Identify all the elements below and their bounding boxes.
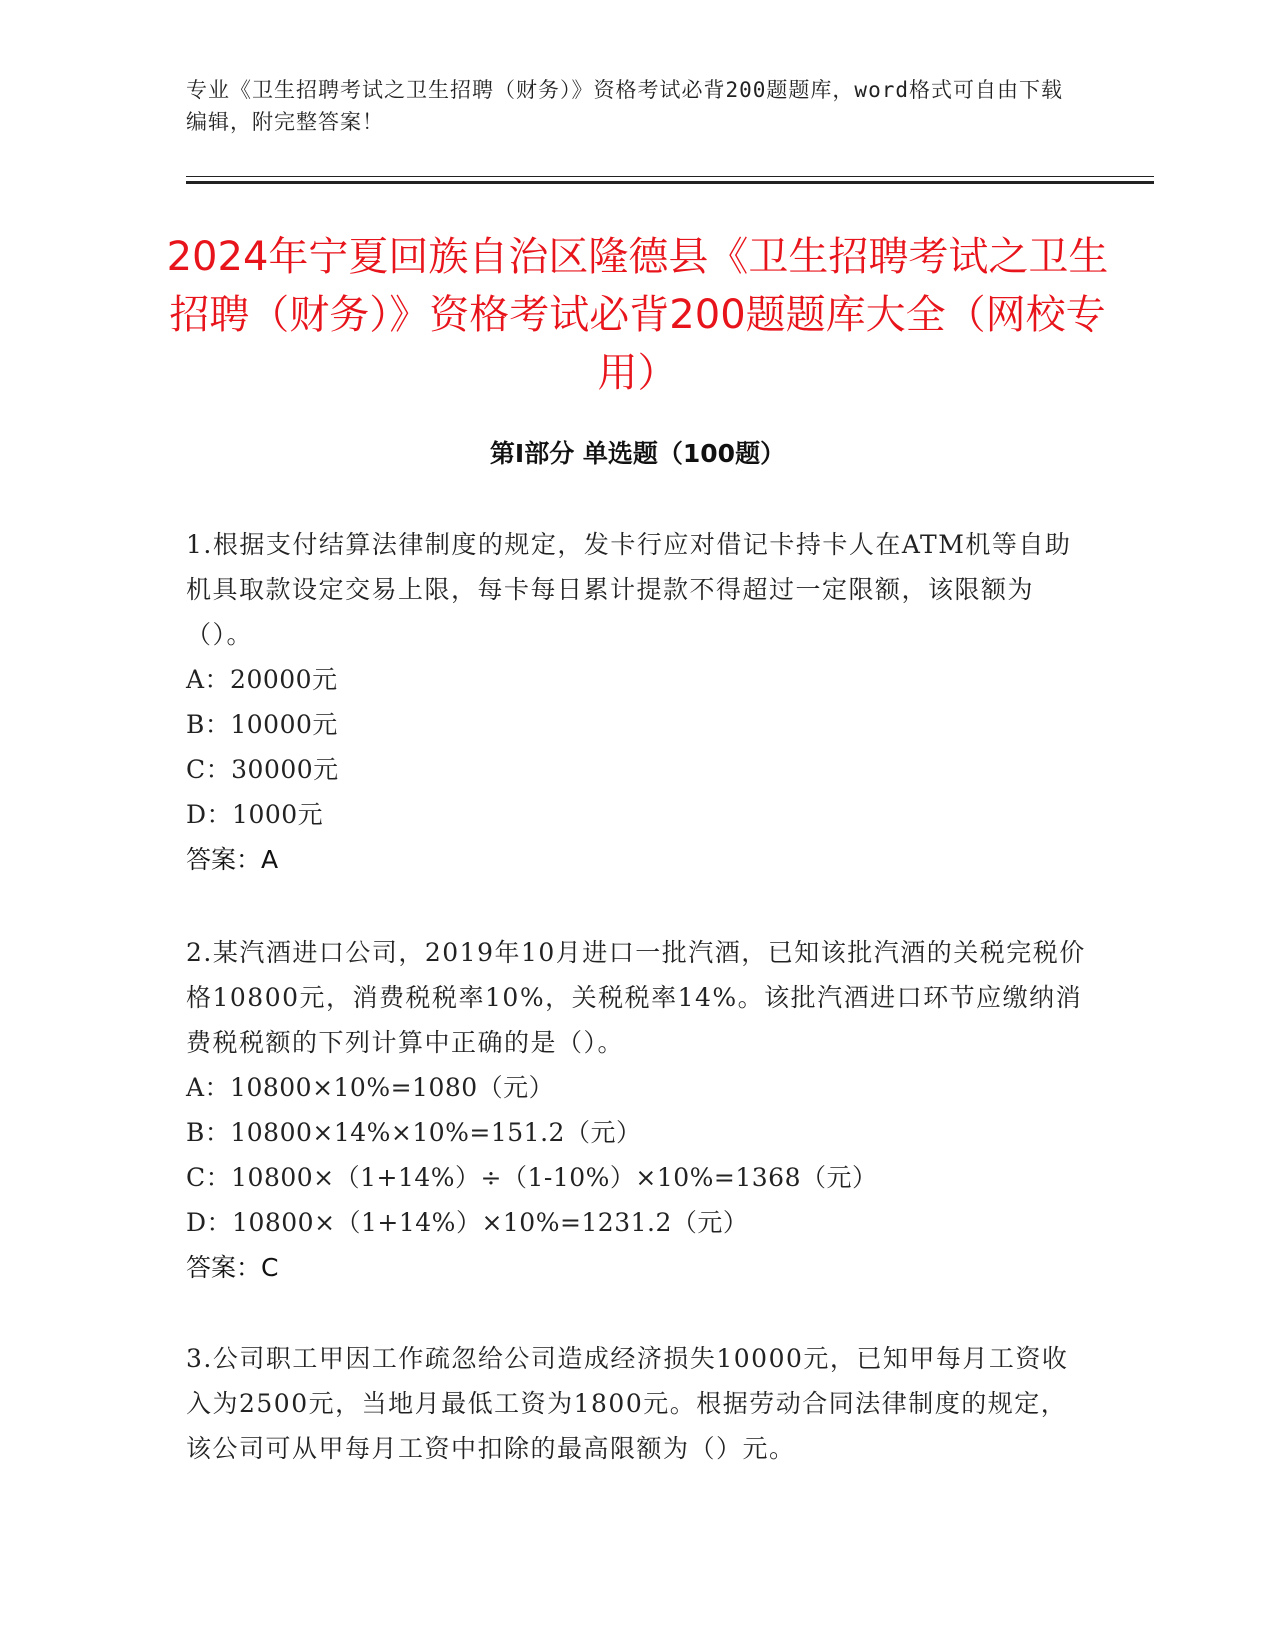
question-2 [186, 930, 1086, 1290]
option-a: A：20000元 [186, 665, 338, 694]
question-stem: 1.根据支付结算法律制度的规定，发卡行应对借记卡持卡人在ATM机等自助机具取款设定交易上限，每卡每日累计提款不得超过一定限额，该限额为（）。 [186, 530, 1072, 649]
option-b: B：10800×14%×10%=151.2（元） [186, 1118, 642, 1147]
option-d: D：1000元 [186, 800, 324, 829]
option-a: A：10800×10%=1080（元） [186, 1073, 555, 1102]
option-c: C：30000元 [186, 755, 339, 784]
answer: 答案：C [186, 1253, 279, 1282]
option-b: B：10000元 [186, 710, 338, 739]
question-stem: 3.公司职工甲因工作疏忽给公司造成经济损失10000元，已知甲每月工资收入为2500元，当地月最低工资为1800元。根据劳动合同法律制度的规定，该公司可从甲每月工资中扣除的最高限额为（）元。 [186, 1344, 1069, 1463]
question-stem: 2.某汽酒进口公司，2019年10月进口一批汽酒，已知该批汽酒的关税完税价格10800元，消费税税率10%，关税税率14%。该批汽酒进口环节应缴纳消费税税额的下列计算中正确的是（）。 [186, 938, 1086, 1057]
question-1 [186, 522, 1086, 882]
answer: 答案：A [186, 845, 279, 874]
option-c: C：10800×（1+14%）÷（1-10%）×10%=1368（元） [186, 1163, 878, 1192]
option-d: D：10800×（1+14%）×10%=1231.2（元） [186, 1208, 749, 1237]
section-title: 第Ⅰ部分 单选题（100题） [489, 439, 786, 468]
question-3 [186, 1336, 1086, 1471]
document-title: 2024年宁夏回族自治区隆德县《卫生招聘考试之卫生招聘（财务）》资格考试必背200题题库大全（网校专用） [166, 234, 1109, 396]
header-divider-thin [186, 176, 1154, 177]
header-divider-thick [186, 181, 1154, 184]
header-note: 专业《卫生招聘考试之卫生招聘（财务）》资格考试必背200题题库，word格式可自由下载编辑，附完整答案！ [186, 78, 1063, 134]
